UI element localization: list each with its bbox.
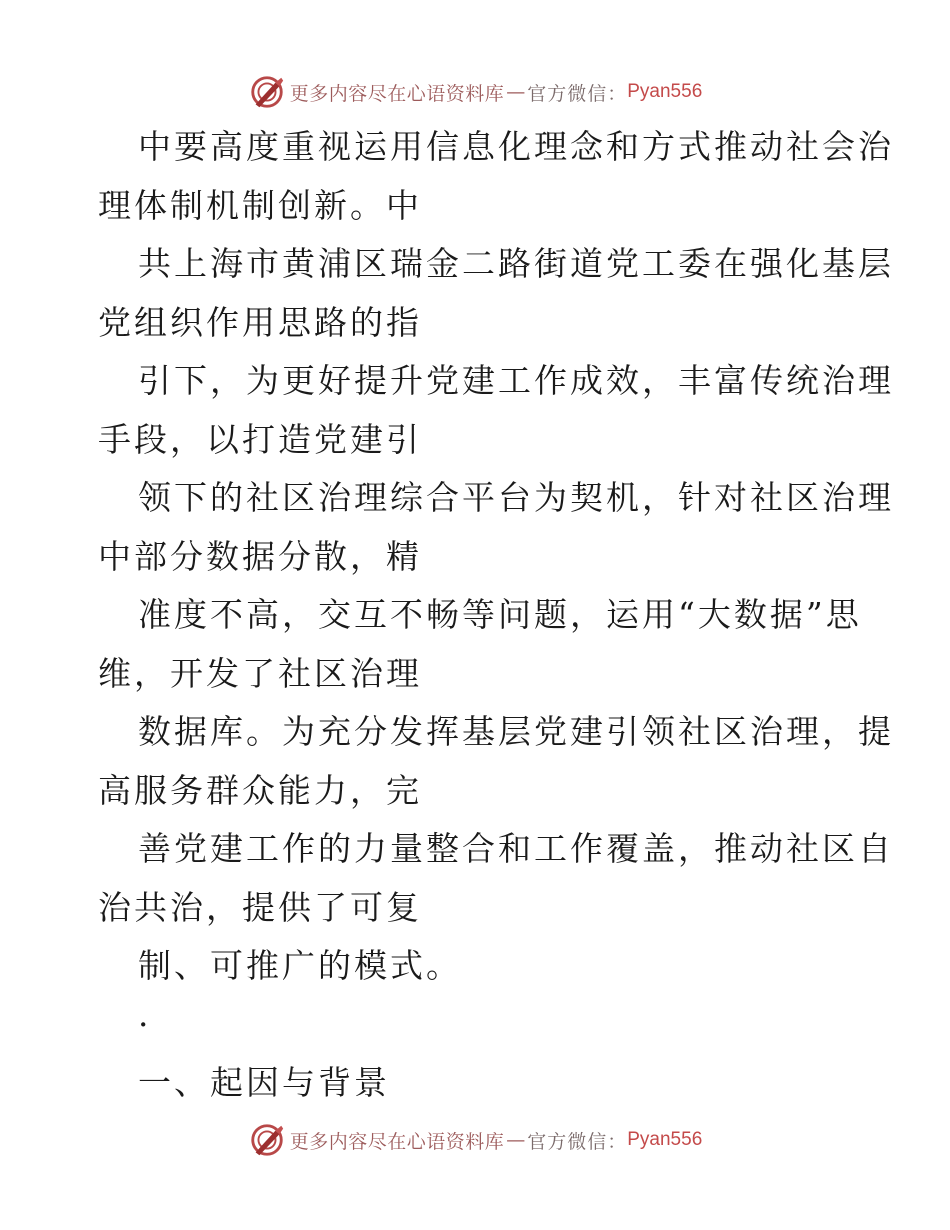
separator: — [506, 1129, 526, 1151]
header-watermark [0, 72, 950, 112]
text-line: 党组织作用思路的指 [98, 302, 422, 342]
text-line: 制、可推广的模式。 [138, 946, 462, 985]
text-line: 理体制机制创新。中 [98, 185, 422, 225]
brand-text: 更多内容尽在心语资料库 [289, 1130, 505, 1153]
bullet-dot: · [138, 1004, 152, 1044]
footer-watermark [0, 1120, 950, 1160]
wechat-id: Pyan556 [627, 1129, 703, 1150]
section-heading: 一、起因与背景 [138, 1063, 390, 1102]
text-line: 数据库。为充分发挥基层党建引领社区治理，提 [138, 712, 894, 751]
wechat-label: 官方微信： [527, 82, 628, 105]
text-line: 引下，为更好提升党建工作成效，丰富传统治理 [138, 361, 894, 400]
text-line: 共上海市黄浦区瑞金二路街道党工委在强化基层 [138, 244, 894, 283]
wechat-label: 官方微信： [527, 1130, 628, 1153]
text-line: 准度不高，交互不畅等问题，运用“大数据”思 [138, 595, 862, 634]
brand-text: 更多内容尽在心语资料库 [289, 82, 505, 105]
text-line: 中要高度重视运用信息化理念和方式推动社会治 [138, 127, 894, 166]
text-line: 治共治，提供了可复 [98, 887, 422, 927]
text-line: 领下的社区治理综合平台为契机，针对社区治理 [138, 478, 894, 517]
pen-logo-icon [248, 73, 286, 111]
text-line: 善党建工作的力量整合和工作覆盖，推动社区自 [138, 829, 894, 868]
text-line: 手段，以打造党建引 [98, 419, 422, 459]
document-body [98, 118, 894, 1113]
text-line: 维，开发了社区治理 [98, 653, 422, 693]
wechat-id: Pyan556 [627, 81, 703, 102]
separator: — [506, 81, 526, 103]
text-line: 高服务群众能力，完 [98, 770, 422, 810]
text-line: 中部分数据分散，精 [98, 536, 422, 576]
pen-logo-icon [248, 1121, 286, 1159]
